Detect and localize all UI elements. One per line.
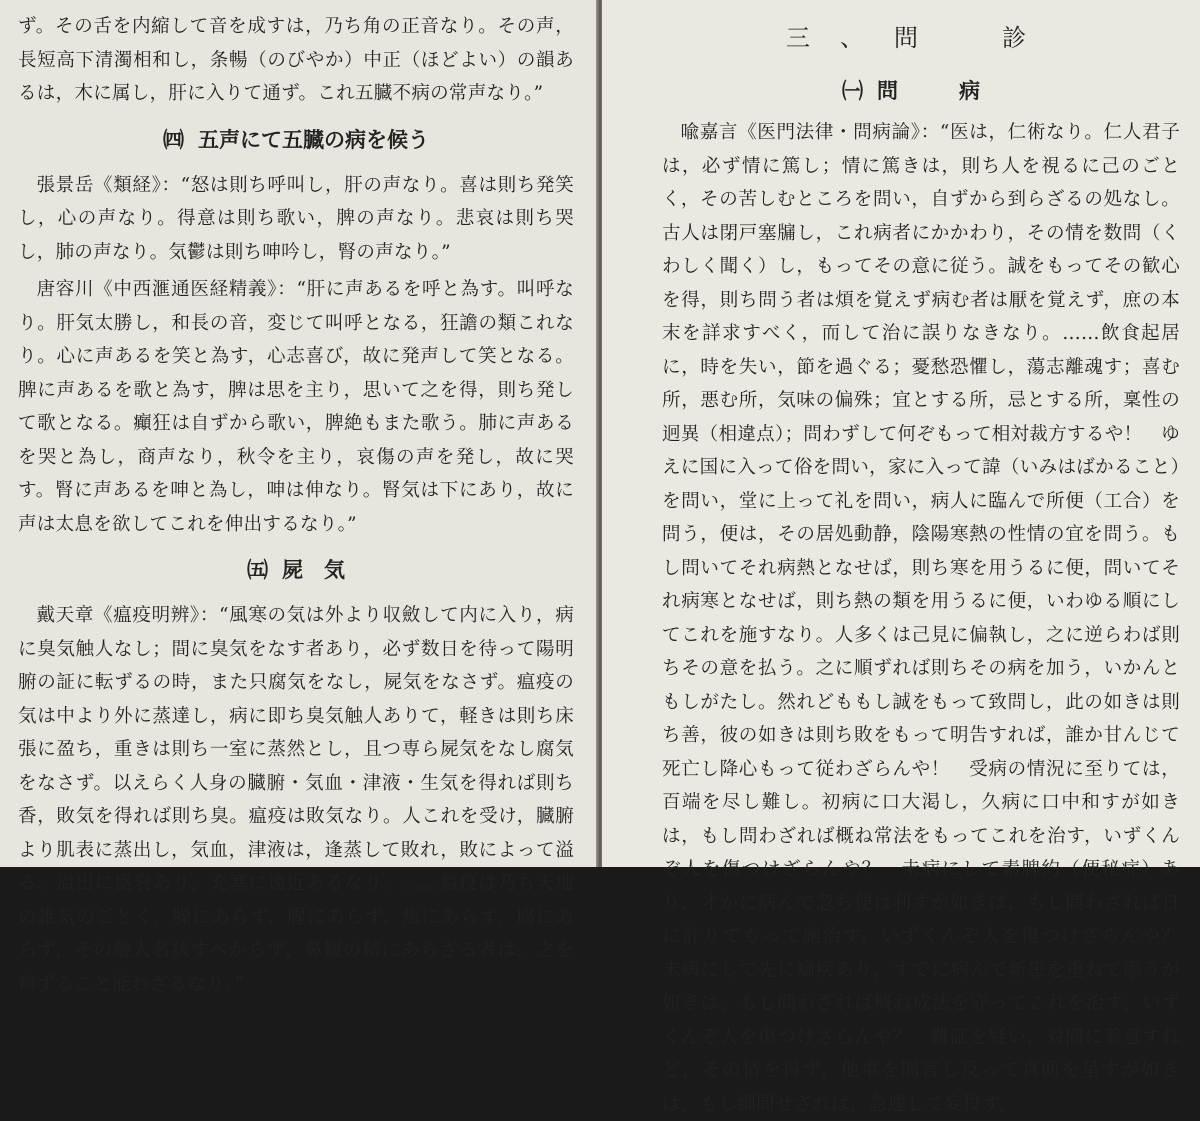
subsection-heading bbox=[662, 66, 1180, 116]
left-page bbox=[0, 0, 598, 995]
section-5-heading bbox=[18, 541, 574, 599]
section-4-paragraph-1: 張景岳《類経》：“怒は則ち呼叫し，肝の声なり。喜は則ち発笑し，心の声なり。得意は則ち歌い，脾の声なり。悲哀は則ち哭し，肺の声なり。気鬱は則ち呻吟し，腎の声なり。” bbox=[18, 174, 574, 263]
left-intro-text: ず。その舌を内縮して音を成すは，乃ち角の正音なり。その声，長短高下清濁相和し，条暢（のびやか）中正（ほどよい）の韻あるは，木に属し，肝に入りて通ず。これ五臓不病の常声なり。” bbox=[18, 16, 574, 104]
right-page bbox=[602, 0, 1200, 1115]
section-4-title: 五声にて五臓の病を候う bbox=[198, 126, 429, 152]
section-4-number: ㈣ bbox=[163, 126, 184, 152]
section-5-paragraph-1: 戴天章《瘟疫明辨》：“風寒の気は外より収斂して内に入り，病に臭気触人なし；間に臭気をなす者あり，必ず数日を待って陽明腑の証に転ずるの時，また只腐気をなし，屍気をなさず。瘟疫の気は中より外に蒸達し，病に即ち臭気触人ありて，軽きは則ち床張に盈ち，重きは則ち一室に蒸然とし，且つ専ら屍気をなし腐気をなさず。以えらく人身の臓腑・気血・津液・生気を得れば則ち香，敗気を得れば則ち臭。瘟疫は敗気なり。人これを受け，臓腑より肌表に蒸出し，気血，津液は，逢蒸して敗れ，敗によって溢る。溢出に盛衰あり，充塞に遠近あるなり。……瘟疫は乃ち天地の雑気のごとく，臊にあらず，腥にあらず，焦にあらず，腐にあらず，その触人名状すべからず，鼻観の精にあらざる者は，之を辨ずること能わざるなり。” bbox=[18, 605, 574, 995]
section-4-heading bbox=[18, 111, 574, 169]
section-4-paragraph-2: 唐容川《中西滙通医経精義》：“肝に声あるを呼と為す。叫呼なり。肝気太勝し，和長の音，変じて叫呼となる，狂譫の類これなり。心に声あるを笑と為す，心志喜び，故に発声して笑となる。脾に声あるを歌と為す，脾は思を主り，思いて之を得，則ち発して歌となる。癲狂は自ずから歌い，脾絶もまた歌う。肺に声あるを哭と為し，商声なり，秋令を主り，哀傷の声を発し，故に哭す。腎に声あるを呻と為し，呻は伸なり。腎気は下にあり，故に声は太息を欲してこれを伸出するなり。” bbox=[18, 279, 574, 535]
section-5-number: ㈤ bbox=[247, 557, 268, 582]
right-paragraph-1: 喩嘉言《医門法律・問病論》：“医は，仁術なり。仁人君子は，必ず情に篤し；情に篤きは，則ち人を視るに己のごとく，その苦しむところを問い，自ずから到らざるの処なし。古人は閉戸塞牖し，これ病者にかかわり，その情を数問（くわしく聞く）し，もってその意に従う。誠をもってその歓心を得，則ち問う者は煩を覚えず病む者は厭を覚えず，庶の本末を詳求すべく，而して治に誤りなきなり。……飲食起居に，時を失い，節を過ぐる；憂愁恐懼し，蕩志離魂す；喜む所，悪む所，気味の偏殊；宜とする所，忌とする所，稟性の迥異（相違点）；問わずして何ぞもって相対裁方するや！ ゆえに国に入って俗を問い，家に入って諱（いみはばかること）を問い，堂に上って礼を問い，病人に臨んで所便（工合）を問う，便は，その居処動静，陰陽寒熱の性情の宜を問う。もし問いてそれ病熱となせば，則ち寒を用うるに便，問いてそれ病寒となせば，則ち熱の類を用うるに便，いわゆる順にしてこれを施すなり。人多くは己見に偏執し，之に逆らわば則ちその意を払う。之に順ずれば則ちその病を加う，いかんともしがたし。然れどももし誠をもって致問し，此の如きは則ち善，彼の如きは則ち敗をもって明告すれば，誰か甘んじて死亡し降心もって従わざらんや！ 受病の情況に至りては，百端を尽し難し。初病に口大渇し，久病に口中和すが如きは，もし問わざれば概ね常法をもってこれを治す，いずくんぞ人を傷つけざらんや？ 未病にして素脾約（便秘症）あり，才かに病んで忽ち便は利すが如きは，もし問わざれば日に計りてもって施治す，いずくんぞ人を傷つけざらんや？ 未病にして先に痼疾あり，すでに病んで新患を重ねて添うが如きは，もし問わざれば概ね成法を守ってこれを治す，いずくんぞ人を傷つけざらんや？ 難証を疑い，対問に着意すれど，その情を得ず，他事を間言し反って真面を呈すが如きは，もし細問せざれば，急遽して妄投す， bbox=[662, 122, 1199, 1115]
section-5-title: 屍 気 bbox=[282, 557, 345, 582]
chapter-heading: 三、問 診 bbox=[786, 24, 1056, 52]
subsection-number: ㈠ bbox=[842, 78, 863, 103]
subsection-title: 問 病 bbox=[877, 78, 1000, 103]
